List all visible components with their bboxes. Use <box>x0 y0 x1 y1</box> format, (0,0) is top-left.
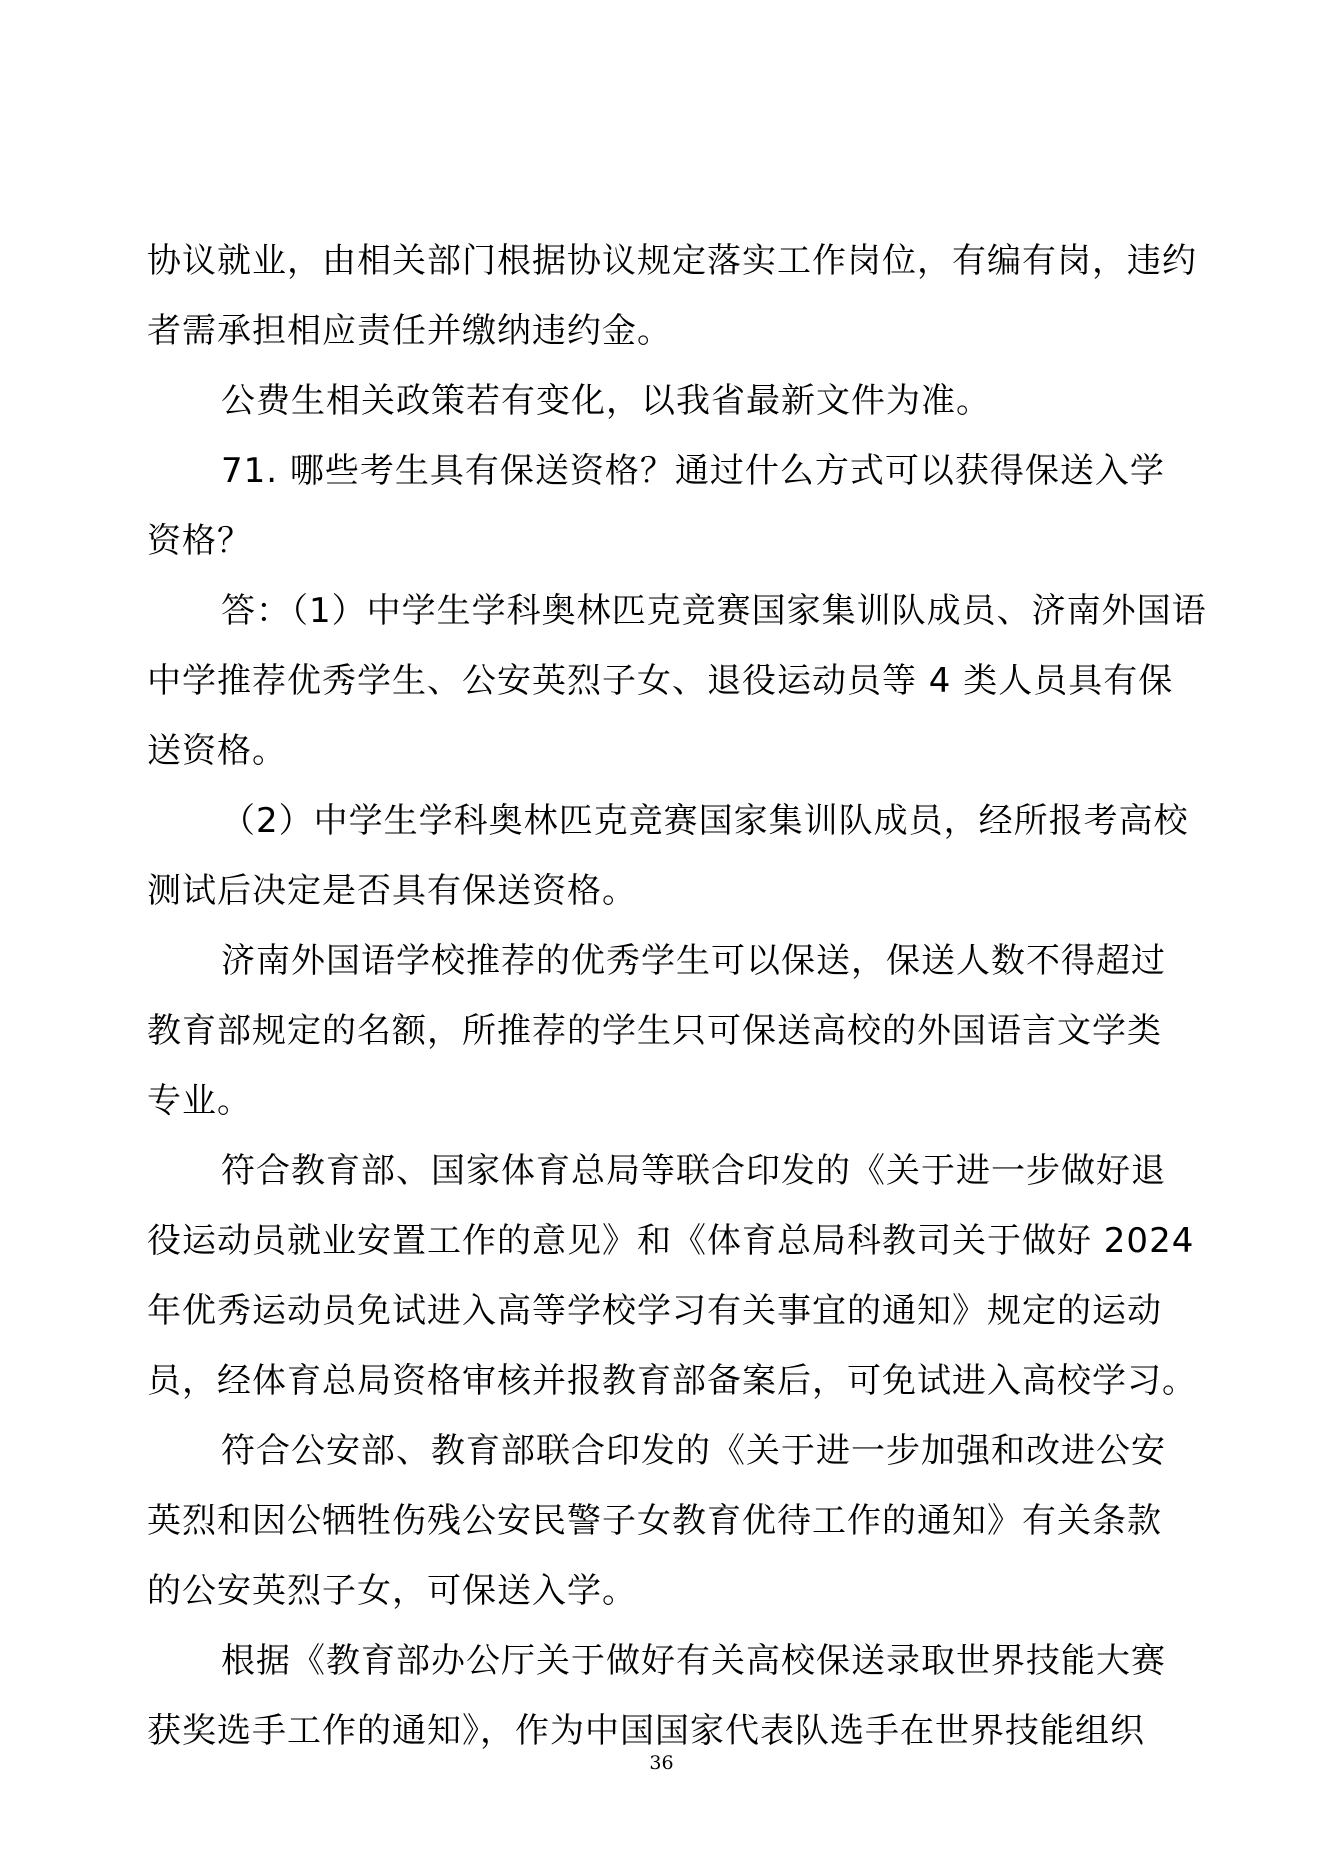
text-line: 获奖选手工作的通知》，作为中国国家代表队选手在世界技能组织 <box>147 1711 1145 1751</box>
text-line: 年优秀运动员免试进入高等学校学习有关事宜的通知》规定的运动 <box>147 1291 1162 1331</box>
text-line: 中学推荐优秀学生、公安英烈子女、退役运动员等 4 类人员具有保 <box>147 661 1174 701</box>
text-line: 专业。 <box>147 1081 252 1121</box>
text-line: 符合教育部、国家体育总局等联合印发的《关于进一步做好退 <box>221 1151 1166 1191</box>
text-line: 者需承担相应责任并缴纳违约金。 <box>147 311 672 351</box>
text-line: 英烈和因公牺牲伤残公安民警子女教育优待工作的通知》有关条款 <box>147 1501 1162 1541</box>
text-line: 的公安英烈子女，可保送入学。 <box>147 1571 637 1611</box>
text-line: 送资格。 <box>147 731 287 771</box>
text-line: 根据《教育部办公厅关于做好有关高校保送录取世界技能大赛 <box>221 1641 1166 1681</box>
page-number: 36 <box>649 1752 674 1774</box>
text-line: 公费生相关政策若有变化，以我省最新文件为准。 <box>221 381 991 421</box>
text-line: 符合公安部、教育部联合印发的《关于进一步加强和改进公安 <box>221 1431 1166 1471</box>
text-line: 协议就业，由相关部门根据协议规定落实工作岗位，有编有岗，违约 <box>147 241 1197 281</box>
text-line: 测试后决定是否具有保送资格。 <box>147 871 637 911</box>
text-line: 济南外国语学校推荐的优秀学生可以保送，保送人数不得超过 <box>221 941 1166 981</box>
text-line: 员，经体育总局资格审核并报教育部备案后，可免试进入高校学习。 <box>147 1361 1197 1401</box>
text-line: 役运动员就业安置工作的意见》和《体育总局科教司关于做好 2024 <box>147 1221 1195 1261</box>
question-heading-continued: 资格？ <box>147 521 252 561</box>
text-line: （2）中学生学科奥林匹克竞赛国家集训队成员，经所报考高校 <box>221 801 1189 841</box>
answer-line: 答：（1）中学生学科奥林匹克竞赛国家集训队成员、济南外国语 <box>221 591 1207 631</box>
text-line: 教育部规定的名额，所推荐的学生只可保送高校的外国语言文学类 <box>147 1011 1162 1051</box>
question-heading: 71. 哪些考生具有保送资格？通过什么方式可以获得保送入学 <box>221 451 1165 491</box>
body-text <box>147 226 1207 1766</box>
